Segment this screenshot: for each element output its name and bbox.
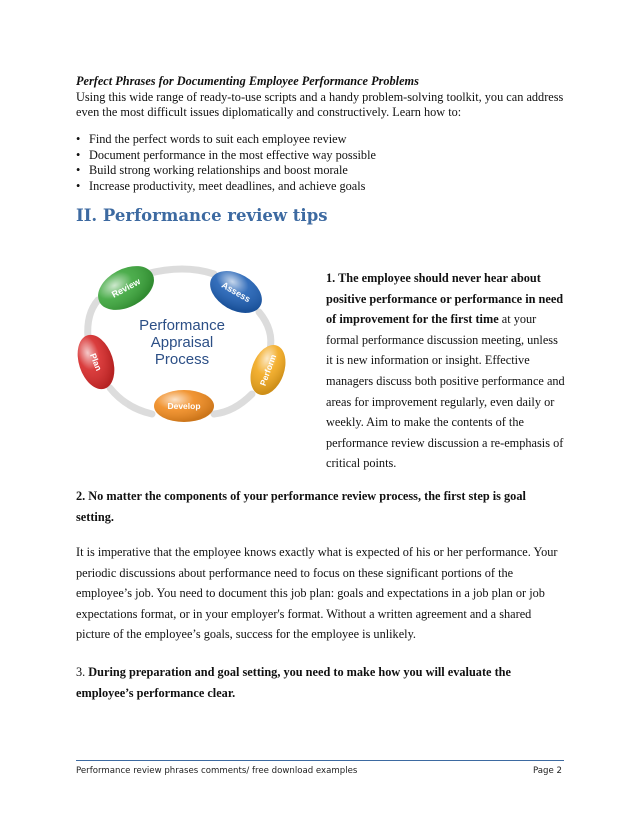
arrow-assess-perform [259, 312, 271, 350]
performance-appraisal-diagram [74, 262, 292, 430]
book-title: Perfect Phrases for Documenting Employee Performance Problems [76, 74, 419, 88]
tip-3 [76, 662, 566, 703]
diagram-title-line2: Appraisal [150, 334, 214, 351]
page-number: Page 2 [532, 766, 562, 776]
step-develop [154, 390, 214, 422]
diagram-title-line3: Process [154, 351, 210, 368]
list-item: • Increase productivity, meet deadlines, and achieve goals [76, 178, 366, 193]
section-heading: II. Performance review tips [76, 206, 328, 225]
list-item: • Document performance in the most effective way possible [76, 147, 376, 162]
arrow-develop-plan [110, 388, 152, 414]
tip-1 [326, 268, 566, 474]
tip-3-heading: During preparation and goal setting, you need to make how you will evaluate the employee’s performance clear. [76, 665, 511, 700]
diagram-title [139, 317, 225, 368]
diagram-title-line1: Performance [139, 317, 225, 334]
arrow-plan-review [88, 300, 98, 338]
tip-3-number: 3. [76, 665, 89, 679]
bullet-icon: • [76, 178, 81, 193]
tip-2-text: It is imperative that the employee knows exactly what is expected of his or her performance. Your periodic discussions about performance need to focus on these significant portions of the employee’s job. You need to document this job plan: goals and expectations in a job plan or job expectations format, or in your employer's format. Without a written agreement and a shared picture of the employee’s goals, success for the employee is unlikely. [76, 545, 558, 642]
tip-1-heading: 1. The employee should never hear about positive performance or performance in need of improvement for the first time [326, 271, 564, 327]
bullet-icon: • [76, 132, 81, 146]
tip-2-heading: 2. No matter the components of your performance review process, the first step is goal setting. [76, 489, 526, 524]
bullet-icon: • [76, 163, 81, 177]
arrow-review-assess [146, 269, 214, 274]
intro-text: Using this wide range of ready-to-use scripts and a handy problem-solving toolkit, you can address even the most difficult issues diplomatically and constructively. Learn how to: [76, 89, 564, 119]
step-label-assess: Assess [219, 279, 253, 305]
intro-block [76, 74, 566, 121]
list-item: • Build strong working relationships and boost morale [76, 163, 348, 177]
step-label-review: Review [109, 276, 143, 300]
tip-1-text: at your formal performance discussion meeting, unless it is new information or insight. Effective managers discuss both positive performance and areas for improvement regularly, even daily or weekly. Aim to make the contents of the performance review discussion a re-emphasis of critical points. [326, 312, 565, 471]
bullet-icon: • [76, 147, 81, 162]
footer-title: Performance review phrases comments/ free download examples [76, 766, 358, 776]
list-item: • Find the perfect words to suit each employee review [76, 132, 347, 146]
step-label-plan: Plan [88, 351, 104, 373]
footer-divider [76, 760, 564, 761]
arrow-perform-develop [214, 394, 252, 414]
step-label-develop: Develop [167, 401, 201, 411]
bullet-list [76, 132, 376, 194]
step-label-perform: Perform [257, 352, 279, 388]
step-plan [74, 330, 121, 394]
